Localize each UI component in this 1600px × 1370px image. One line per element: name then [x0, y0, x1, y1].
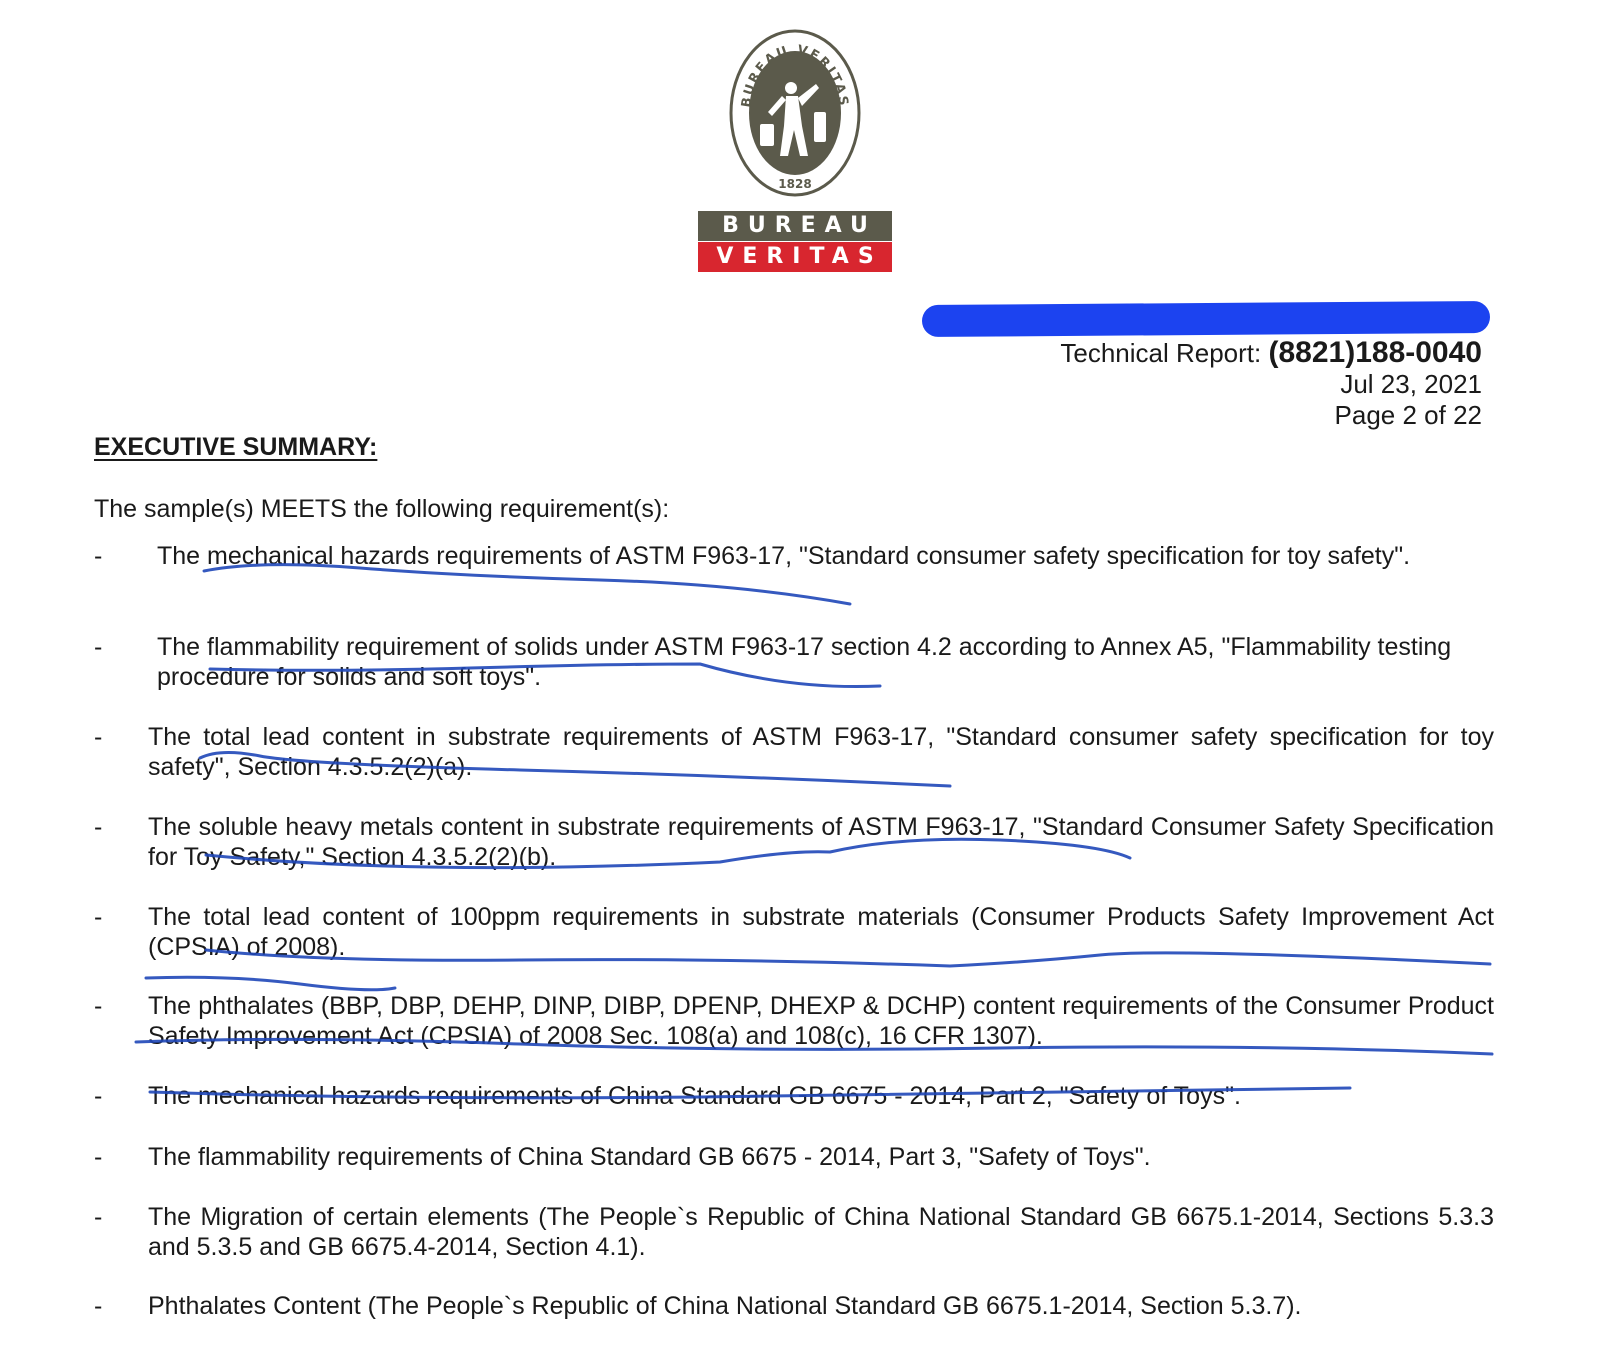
svg-text:1828: 1828: [778, 177, 812, 191]
list-bullet: -: [94, 903, 103, 931]
report-number: (8821)188-0040: [1268, 336, 1482, 369]
logo-word-bureau: BUREAU: [698, 211, 892, 241]
report-date: Jul 23, 2021: [1340, 369, 1482, 399]
page-indicator: Page 2 of 22: [1334, 400, 1482, 430]
list-bullet: -: [94, 992, 103, 1020]
list-item-text: The mechanical hazards requirements of China Standard GB 6675 - 2014, Part 2, "Safety of Toys".: [148, 1082, 1241, 1110]
list-item-text: The soluble heavy metals content in substrate requirements of ASTM F963-17, "Standard Consumer Safety Specification for Toy Safety," Section 4.3.5.2(2)(b).: [148, 813, 1494, 871]
list-item-text: The mechanical hazards requirements of ASTM F963-17, "Standard consumer safety specification for toy safety".: [157, 542, 1411, 570]
logo-word-veritas: VERITAS: [698, 242, 892, 272]
list-item-text: Phthalates Content (The People`s Republic of China National Standard GB 6675.1-2014, Section 5.3.7).: [148, 1292, 1302, 1320]
list-item-text: The total lead content in substrate requirements of ASTM F963-17, "Standard consumer safety specification for toy safety", Section 4.3.5.2(2)(a).: [148, 723, 1494, 781]
list-bullet: -: [94, 723, 103, 751]
list-bullet: -: [94, 542, 103, 570]
list-item-text: The total lead content of 100ppm requirements in substrate materials (Consumer Products Safety Improvement Act (CPSIA) of 2008).: [148, 903, 1494, 961]
section-title: EXECUTIVE SUMMARY:: [94, 433, 378, 461]
summary-intro: The sample(s) MEETS the following requirement(s):: [94, 495, 670, 523]
list-bullet: -: [94, 1292, 103, 1320]
list-bullet: -: [94, 813, 103, 841]
list-item-text: The Migration of certain elements (The People`s Republic of China National Standard GB 6675.1-2014, Sections 5.3.3 and 5.3.5 and GB 6675.4-2014, Section 4.1).: [148, 1203, 1494, 1261]
list-bullet: -: [94, 1143, 103, 1171]
list-bullet: -: [94, 1082, 103, 1110]
list-item-text: The phthalates (BBP, DBP, DEHP, DINP, DIBP, DPENP, DHEXP & DCHP) content requirements of the Consumer Product Safety Improvement Act (CPSIA) of 2008 Sec. 108(a) and 108(c), 16 CFR 1307).: [148, 992, 1494, 1050]
svg-text:BUREAU VERITAS: BUREAU VERITAS: [739, 42, 851, 109]
list-item-text: The flammability requirements of China Standard GB 6675 - 2014, Part 3, "Safety of Toys".: [148, 1143, 1151, 1171]
list-bullet: -: [94, 633, 103, 661]
report-label: Technical Report:: [1060, 338, 1262, 368]
list-item-text: The flammability requirement of solids under ASTM F963-17 section 4.2 according to Annex A5, "Flammability testing procedure for solids and soft toys".: [157, 633, 1452, 691]
list-bullet: -: [94, 1203, 103, 1231]
